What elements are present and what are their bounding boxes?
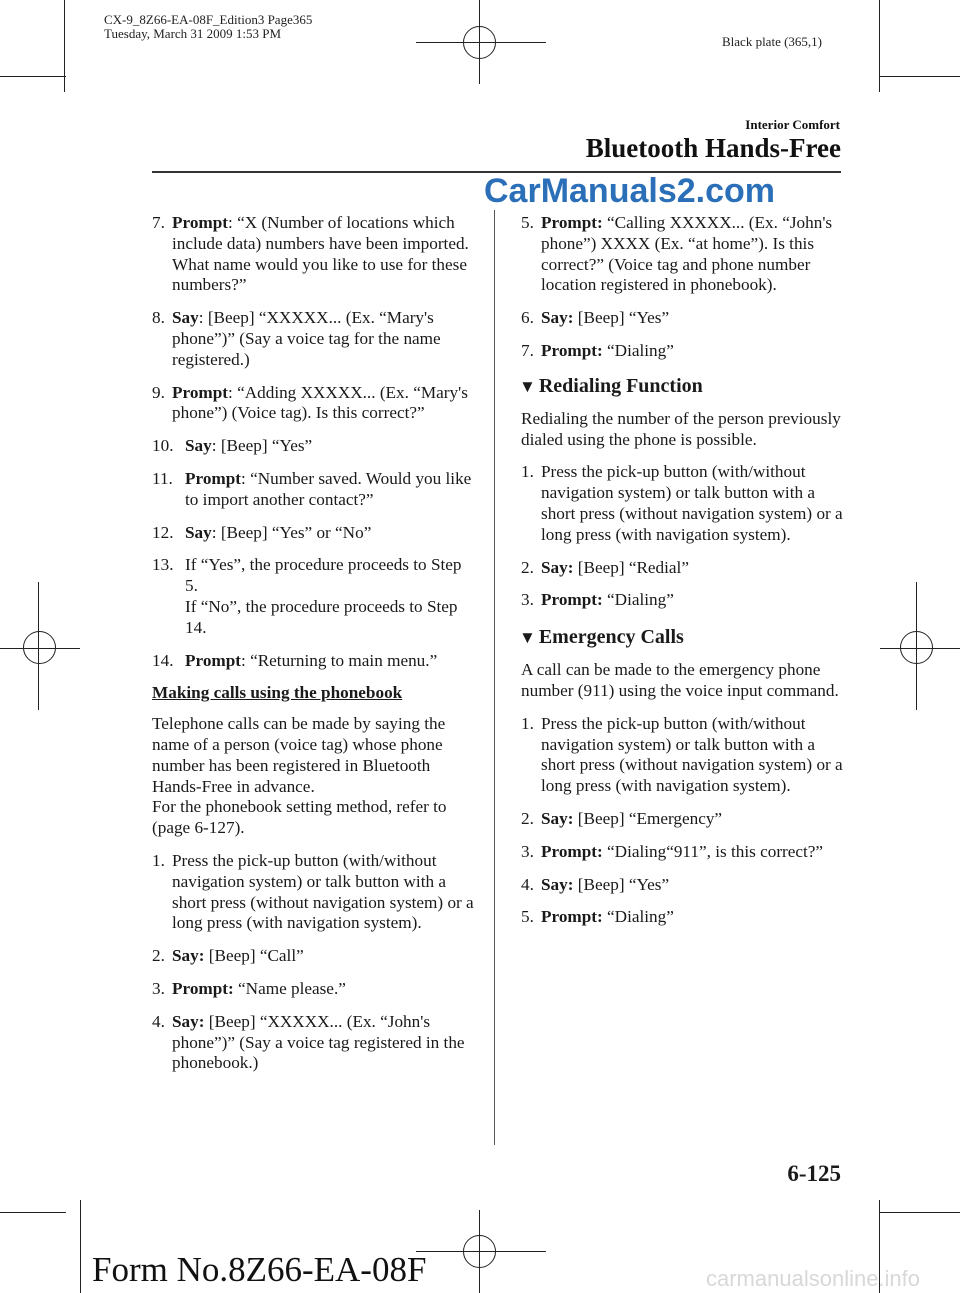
step-item: 10. Say: [Beep] “Yes”: [152, 436, 313, 456]
plate-label: Black plate (365,1): [722, 34, 822, 49]
print-timestamp: Tuesday, March 31 2009 1:53 PM: [104, 26, 282, 41]
step-item: 3. Prompt: “Dialing”: [521, 590, 674, 610]
step-item: 7. Prompt: “X (Number of locations which include data) numbers have been imported. What name would you like to use for these numbers?”: [152, 213, 469, 295]
left-column: [152, 213, 478, 1086]
section-heading: ▼ Redialing Function: [519, 374, 703, 397]
step-item: 2. Say: [Beep] “Emergency”: [521, 808, 723, 828]
step-item: 14. Prompt: “Returning to main menu.”: [152, 650, 438, 670]
crop-mark: [64, 0, 65, 92]
step-item: 9. Prompt: “Adding XXXXX... (Ex. “Mary's phone”) (Voice tag). Is this correct?”: [152, 382, 468, 423]
crop-mark: [80, 1200, 81, 1293]
registration-circle: [463, 26, 496, 59]
section-title: Bluetooth Hands-Free: [585, 133, 841, 163]
crop-mark: [880, 76, 960, 77]
triangle-marker-icon: ▼: [519, 628, 536, 648]
paragraph: A call can be made to the emergency phone number (911) using the voice input command.: [521, 660, 839, 700]
crop-mark: [0, 1212, 66, 1213]
step-item: 2. Say: [Beep] “Redial”: [521, 557, 689, 577]
step-item: 11. Prompt: “Number saved. Would you like to import another contact?”: [152, 468, 472, 509]
step-item: 1. Press the pick-up button (with/without navigation system) or talk button with a short press (without navigation system) or a long press (with navigation system).: [521, 713, 843, 796]
paragraph: Redialing the number of the person previously dialed using the phone is possible.: [521, 408, 841, 449]
step-item: 3. Prompt: “Dialing“911”, is this correct?”: [521, 841, 824, 861]
step-item: 5. Prompt: “Calling XXXXX... (Ex. “John's phone”) XXXX (Ex. “at home”). Is this correct?” (Voice tag and phone number location registered in phonebook).: [521, 213, 833, 295]
step-item: 1. Press the pick-up button (with/without navigation system) or talk button with a short press (without navigation system) or a long press (with navigation system).: [152, 850, 474, 933]
step-item: 12. Say: [Beep] “Yes” or “No”: [152, 522, 372, 542]
crop-mark: [879, 0, 880, 92]
print-job-id: CX-9_8Z66-EA-08F_Edition3 Page365: [104, 12, 313, 27]
section-heading: ▼ Emergency Calls: [519, 626, 684, 649]
column-divider: [494, 210, 495, 1145]
step-item: 13. If “Yes”, the procedure proceeds to Step 5. If “No”, the procedure proceeds to Step 14.: [152, 555, 462, 637]
crop-mark: [0, 76, 66, 77]
step-item: 4. Say: [Beep] “Yes”: [521, 874, 670, 894]
step-item: 5. Prompt: “Dialing”: [521, 907, 674, 927]
site-watermark: carmanualsonline.info: [706, 1266, 921, 1291]
step-item: 3. Prompt: “Name please.”: [152, 978, 346, 998]
right-column: [521, 213, 843, 940]
registration-circle: [463, 1235, 496, 1268]
subheading: Making calls using the phonebook: [152, 683, 403, 703]
registration-circle: [900, 631, 933, 664]
paragraph: For the phonebook setting method, refer to (page 6-127).: [152, 797, 447, 838]
step-item: 4. Say: [Beep] “XXXXX... (Ex. “John's phone”)” (Say a voice tag registered in the phonebook.): [152, 1011, 465, 1073]
triangle-marker-icon: ▼: [519, 376, 536, 396]
step-item: 6. Say: [Beep] “Yes”: [521, 308, 670, 328]
step-item: 2. Say: [Beep] “Call”: [152, 946, 304, 966]
step-item: 1. Press the pick-up button (with/without navigation system) or talk button with a short press (without navigation system) or a long press (with navigation system).: [521, 462, 843, 544]
step-item: 7. Prompt: “Dialing”: [521, 340, 674, 360]
form-number: Form No.8Z66-EA-08F: [92, 1250, 427, 1289]
paragraph: Telephone calls can be made by saying the name of a person (voice tag) whose phone number has been registered in Bluetooth Hands-Free in advance.: [152, 714, 446, 796]
section-category: Interior Comfort: [745, 117, 840, 132]
page-number: 6-125: [787, 1161, 841, 1186]
step-item: 8. Say: [Beep] “XXXXX... (Ex. “Mary's phone”)” (Say a voice tag for the name registered.): [152, 308, 441, 369]
watermark-logo: CarManuals2.com: [484, 172, 775, 210]
registration-circle: [23, 631, 56, 664]
crop-mark: [880, 1212, 960, 1213]
